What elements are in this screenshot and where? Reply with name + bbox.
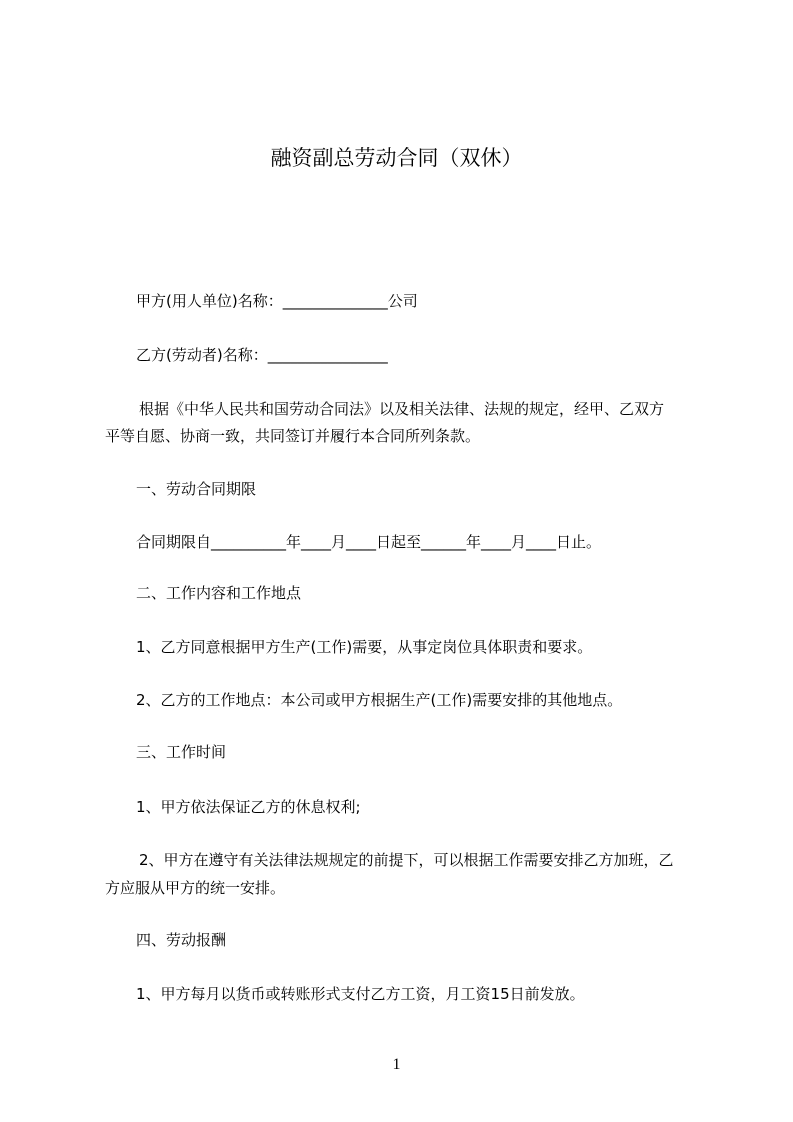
section-2-heading: 二、工作内容和工作地点	[136, 584, 302, 602]
section-3-item-2-line-2: 方应服从甲方的统一安排。	[105, 879, 286, 897]
section-4-heading: 四、劳动报酬	[136, 931, 227, 949]
section-3-heading: 三、工作时间	[136, 743, 227, 761]
document-title: 融资副总劳动合同（双休）	[270, 146, 523, 170]
preamble-line-1: 根据《中华人民共和国劳动合同法》以及相关法律、法规的规定，经甲、乙双方	[139, 400, 665, 418]
preamble-line-2: 平等自愿、协商一致，共同签订并履行本合同所列条款。	[105, 427, 481, 445]
section-2-item-1: 1、乙方同意根据甲方生产(工作)需要，从事定岗位具体职责和要求。	[136, 638, 593, 656]
party-b-name-line: 乙方(劳动者)名称：________________	[136, 346, 388, 364]
section-3-item-2-line-1: 2、甲方在遵守有关法律法规规定的前提下，可以根据工作需要安排乙方加班，乙	[139, 851, 674, 869]
section-1-heading: 一、劳动合同期限	[136, 480, 257, 498]
contract-term-line: 合同期限自__________年____月____日起至______年____月____日止。	[136, 533, 602, 551]
section-2-item-2: 2、乙方的工作地点：本公司或甲方根据生产(工作)需要安排的其他地点。	[136, 691, 623, 709]
party-a-name-line: 甲方(用人单位)名称：______________公司	[136, 292, 418, 310]
page-number: 1	[392, 1056, 401, 1073]
section-4-item-1: 1、甲方每月以货币或转账形式支付乙方工资，月工资15日前发放。	[136, 985, 585, 1003]
section-3-item-1: 1、甲方依法保证乙方的休息权利;	[136, 798, 361, 816]
